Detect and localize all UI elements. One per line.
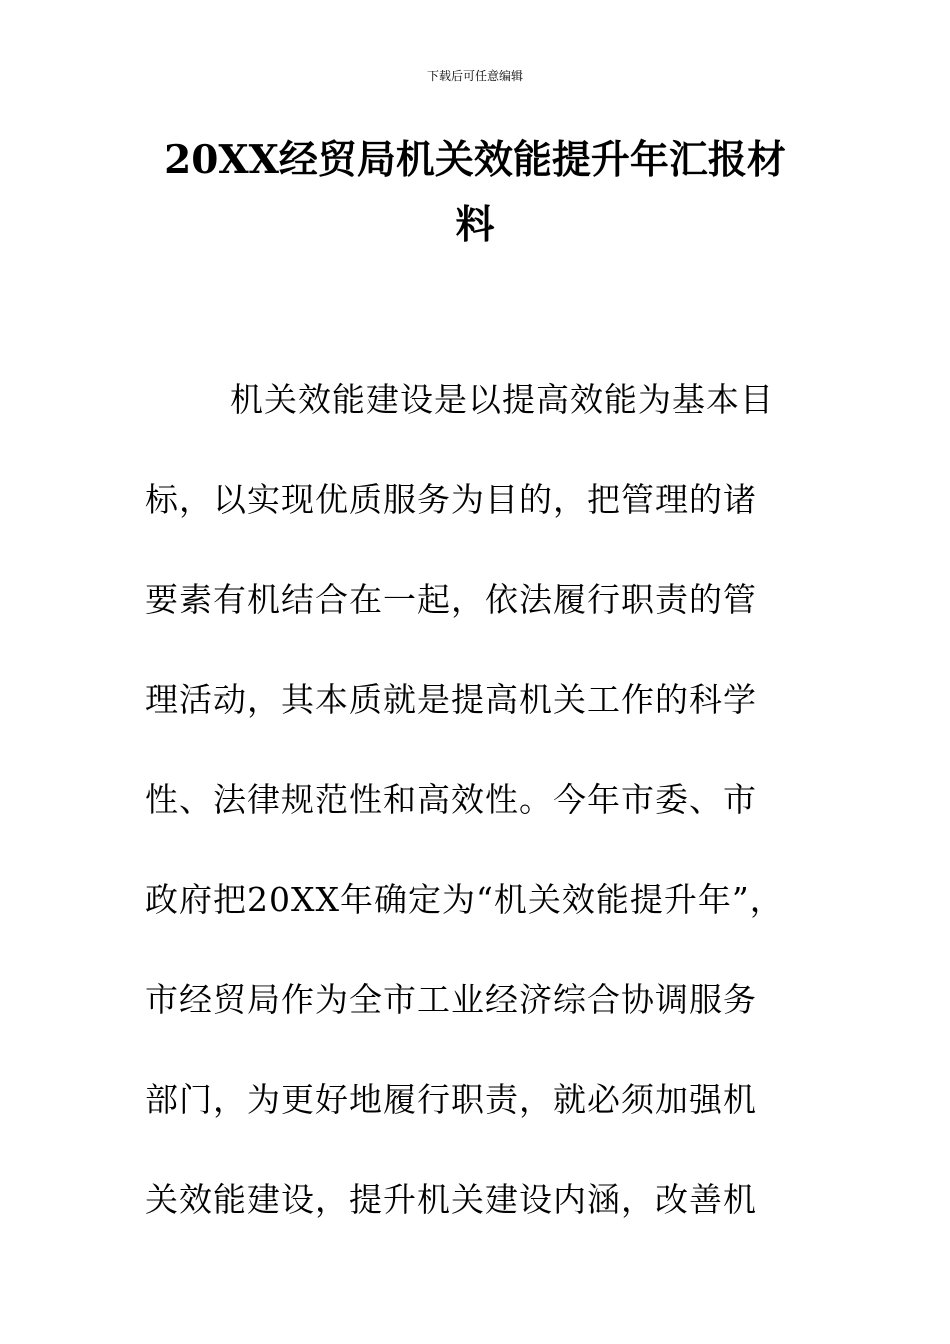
body-line-6: 政府把20XX年确定为“机关效能提升年”，: [145, 880, 784, 919]
title-line-2: 料: [455, 202, 495, 248]
document-title: [150, 128, 800, 258]
title-line-1: 20XX经贸局机关效能提升年汇报材: [164, 137, 786, 183]
body-line-2: 标，以实现优质服务为目的，把管理的诸: [145, 480, 757, 519]
body-line-5: 性、法律规范性和高效性。今年市委、市: [145, 780, 757, 819]
body-line-7: 市经贸局作为全市工业经济综合协调服务: [145, 980, 757, 1019]
download-note: 下载后可任意编辑: [426, 69, 523, 83]
body-line-9: 关效能建设，提升机关建设内涵，改善机: [145, 1180, 757, 1219]
body-line-8: 部门，为更好地履行职责，就必须加强机: [145, 1080, 757, 1119]
body-line-1: 机关效能建设是以提高效能为基本目: [230, 380, 774, 419]
body-line-3: 要素有机结合在一起，依法履行职责的管: [145, 580, 757, 619]
body-line-4: 理活动，其本质就是提高机关工作的科学: [145, 680, 757, 719]
